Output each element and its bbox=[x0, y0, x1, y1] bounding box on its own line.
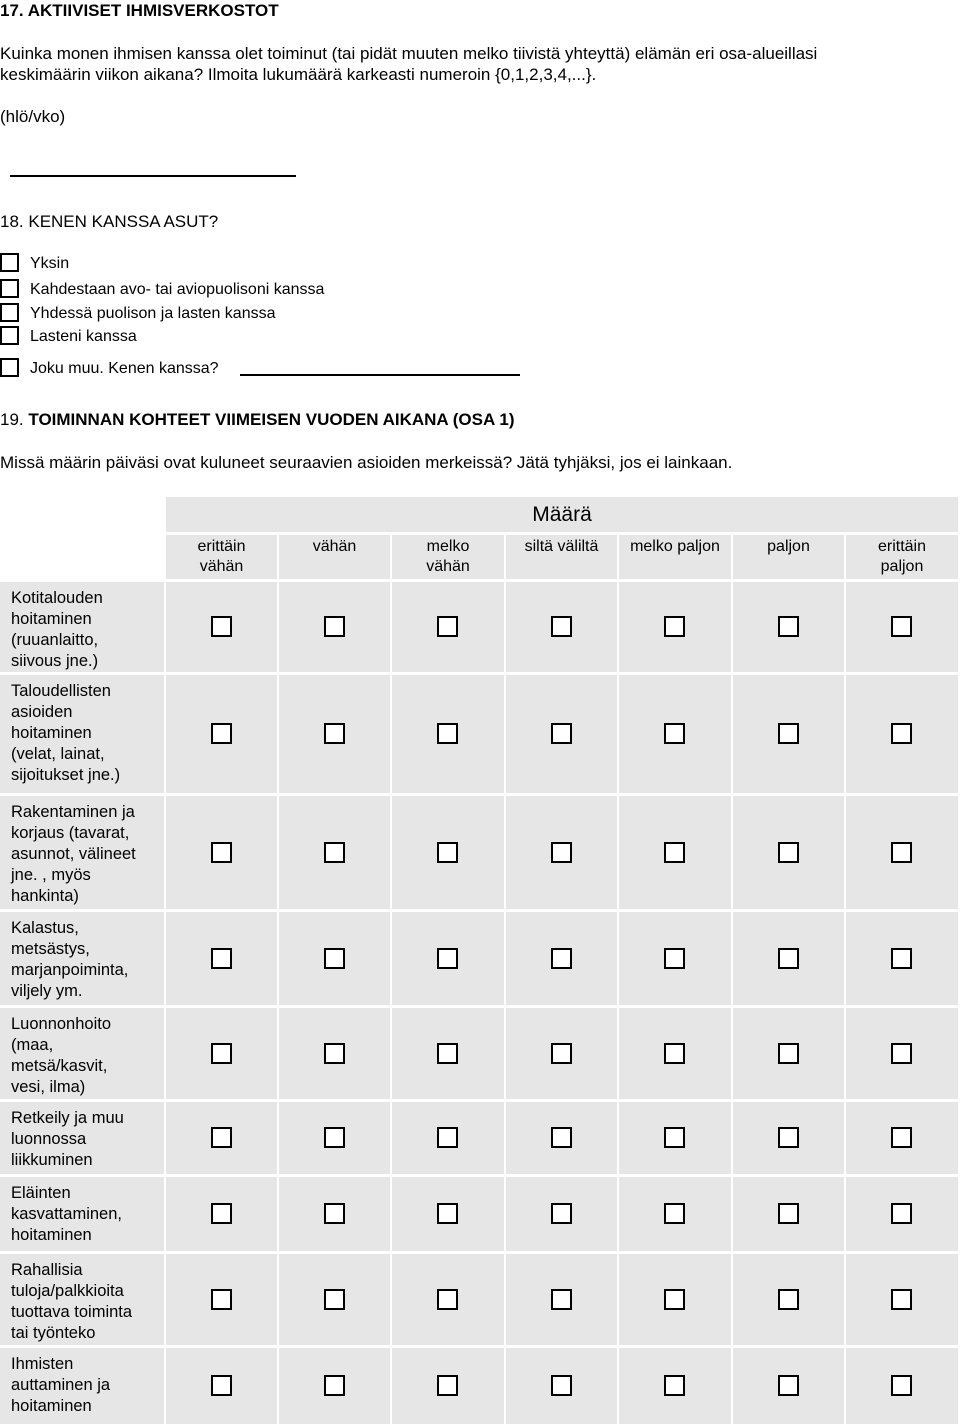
checkbox[interactable] bbox=[664, 1375, 685, 1396]
checkbox[interactable] bbox=[437, 1127, 458, 1148]
checkbox[interactable] bbox=[211, 1127, 232, 1148]
grid-cell bbox=[279, 1008, 390, 1099]
grid-cell bbox=[166, 675, 277, 793]
row-label-line: hoitaminen bbox=[11, 610, 92, 628]
q18-option-label: Yksin bbox=[30, 255, 70, 272]
checkbox[interactable] bbox=[437, 1203, 458, 1224]
grid-cell bbox=[619, 1254, 731, 1345]
column-header bbox=[279, 535, 390, 579]
row-label bbox=[0, 582, 164, 672]
column-header bbox=[619, 535, 731, 579]
checkbox[interactable] bbox=[891, 616, 912, 637]
checkbox[interactable] bbox=[324, 1203, 345, 1224]
row-label bbox=[0, 1102, 164, 1174]
row-label bbox=[0, 796, 164, 909]
checkbox[interactable] bbox=[664, 1289, 685, 1310]
column-header-line2: vähän bbox=[426, 558, 470, 575]
row-label bbox=[0, 675, 164, 793]
grid-cell bbox=[279, 1348, 390, 1424]
checkbox[interactable] bbox=[211, 1375, 232, 1396]
grid-cell bbox=[619, 912, 731, 1005]
grid-cell bbox=[846, 1348, 958, 1424]
column-header-line2: paljon bbox=[880, 558, 924, 575]
checkbox[interactable] bbox=[211, 616, 232, 637]
q18-option-label: Yhdessä puolison ja lasten kanssa bbox=[30, 305, 276, 322]
grid-cell bbox=[279, 796, 390, 909]
checkbox[interactable] bbox=[551, 948, 572, 969]
row-label-line: luonnossa bbox=[11, 1130, 87, 1148]
row-label bbox=[0, 912, 164, 1005]
column-header-line1: paljon bbox=[767, 538, 810, 555]
checkbox[interactable] bbox=[778, 1289, 799, 1310]
checkbox[interactable] bbox=[324, 1375, 345, 1396]
grid-cell bbox=[846, 1177, 958, 1251]
grid-cell bbox=[733, 912, 844, 1005]
row-label bbox=[0, 1254, 164, 1345]
row-label-line: auttaminen ja bbox=[11, 1376, 111, 1394]
grid-cell bbox=[392, 1008, 504, 1099]
grid-cell bbox=[846, 1102, 958, 1174]
checkbox[interactable] bbox=[0, 326, 19, 345]
grid-cell bbox=[619, 582, 731, 672]
checkbox[interactable] bbox=[778, 1375, 799, 1396]
q18-option-label: Lasteni kanssa bbox=[30, 328, 137, 345]
grid-cell bbox=[619, 1008, 731, 1099]
row-label-line: korjaus (tavarat, bbox=[11, 824, 130, 842]
row-label-line: Kalastus, bbox=[11, 919, 79, 937]
row-label-line: (ruuanlaitto, bbox=[11, 631, 99, 649]
row-label-line: Luonnonhoito bbox=[11, 1015, 112, 1033]
checkbox[interactable] bbox=[437, 948, 458, 969]
checkbox[interactable] bbox=[664, 616, 685, 637]
row-label-line: Eläinten bbox=[11, 1184, 71, 1202]
row-label-line: Rakentaminen ja bbox=[11, 803, 135, 821]
checkbox[interactable] bbox=[551, 1043, 572, 1064]
q19-title-text: TOIMINNAN KOHTEET VIIMEISEN VUODEN AIKANA (OSA 1) bbox=[28, 410, 515, 429]
column-header-line2: vähän bbox=[199, 558, 244, 575]
checkbox[interactable] bbox=[551, 842, 572, 863]
grid-cell bbox=[506, 1102, 617, 1174]
checkbox[interactable] bbox=[437, 616, 458, 637]
q17-title: 17. AKTIIVISET IHMISVERKOSTOT bbox=[0, 1, 279, 20]
checkbox[interactable] bbox=[211, 1289, 232, 1310]
grid-cell bbox=[619, 1348, 731, 1424]
grid-cell bbox=[619, 1102, 731, 1174]
checkbox[interactable] bbox=[437, 1289, 458, 1310]
q17-unit: (hlö/vko) bbox=[0, 107, 66, 126]
grid-cell bbox=[506, 1008, 617, 1099]
row-label-line: tuloja/palkkioita bbox=[11, 1282, 124, 1300]
grid-cell bbox=[392, 1177, 504, 1251]
checkbox[interactable] bbox=[551, 1203, 572, 1224]
checkbox[interactable] bbox=[664, 1127, 685, 1148]
q19-title-number: 19. bbox=[0, 410, 24, 429]
column-header bbox=[392, 535, 504, 579]
checkbox[interactable] bbox=[437, 1043, 458, 1064]
grid-cell bbox=[846, 675, 958, 793]
grid-cell bbox=[846, 1008, 958, 1099]
checkbox[interactable] bbox=[778, 842, 799, 863]
column-header-line1: vähän bbox=[312, 538, 357, 555]
row-label bbox=[0, 1177, 164, 1251]
checkbox[interactable] bbox=[211, 948, 232, 969]
row-label-line: Taloudellisten bbox=[11, 682, 111, 700]
checkbox[interactable] bbox=[0, 279, 19, 298]
row-label-line: sijoitukset jne.) bbox=[11, 766, 121, 784]
scale-title: Määrä bbox=[532, 503, 592, 526]
row-label-line: jne. , myös bbox=[11, 866, 91, 884]
grid-cell bbox=[733, 1102, 844, 1174]
q18-other-field[interactable] bbox=[240, 354, 520, 376]
checkbox[interactable] bbox=[664, 1043, 685, 1064]
row-label-line: Rahallisia bbox=[11, 1261, 83, 1279]
grid-cell bbox=[733, 1348, 844, 1424]
q18-option-label: Joku muu. Kenen kanssa? bbox=[30, 360, 219, 377]
checkbox[interactable] bbox=[891, 1203, 912, 1224]
grid-cell bbox=[166, 1177, 277, 1251]
grid-cell bbox=[279, 1254, 390, 1345]
column-header-line1: melko paljon bbox=[630, 538, 720, 555]
row-label-line: liikkuminen bbox=[11, 1151, 93, 1169]
checkbox[interactable] bbox=[778, 1043, 799, 1064]
q17-text-line2: keskimäärin viikon aikana? Ilmoita lukumäärä karkeasti numeroin {0,1,2,3,4,...}. bbox=[0, 65, 597, 84]
row-label-line: metsä/kasvit, bbox=[11, 1057, 108, 1075]
grid-cell bbox=[392, 1254, 504, 1345]
checkbox[interactable] bbox=[211, 723, 232, 744]
grid-cell bbox=[506, 675, 617, 793]
row-label-line: hoitaminen bbox=[11, 1397, 92, 1415]
grid-cell bbox=[733, 582, 844, 672]
checkbox[interactable] bbox=[0, 253, 19, 272]
grid-cell bbox=[166, 1008, 277, 1099]
q19-title bbox=[0, 409, 514, 430]
checkbox[interactable] bbox=[437, 1375, 458, 1396]
grid-cell bbox=[506, 1177, 617, 1251]
q18-title: 18. KENEN KANSSA ASUT? bbox=[0, 212, 219, 231]
row-label-line: kasvattaminen, bbox=[11, 1205, 122, 1223]
checkbox[interactable] bbox=[891, 723, 912, 744]
checkbox[interactable] bbox=[551, 1375, 572, 1396]
column-header bbox=[166, 535, 277, 579]
checkbox[interactable] bbox=[664, 842, 685, 863]
checkbox[interactable] bbox=[324, 1043, 345, 1064]
grid-cell bbox=[506, 1254, 617, 1345]
grid-cell bbox=[733, 1254, 844, 1345]
row-label-line: Ihmisten bbox=[11, 1355, 74, 1373]
row-label-line: viljely ym. bbox=[11, 982, 83, 1000]
grid-cell bbox=[733, 675, 844, 793]
grid-cell bbox=[846, 1254, 958, 1345]
q19-instruction: Missä määrin päiväsi ovat kuluneet seuraavien asioiden merkeissä? Jätä tyhjäksi, jos ei lainkaan. bbox=[0, 453, 733, 472]
column-header-line1: erittäin bbox=[877, 538, 927, 555]
grid-cell bbox=[846, 582, 958, 672]
checkbox[interactable] bbox=[551, 616, 572, 637]
checkbox[interactable] bbox=[211, 1203, 232, 1224]
row-label-line: marjanpoiminta, bbox=[11, 961, 129, 979]
grid-cell bbox=[619, 796, 731, 909]
grid-cell bbox=[166, 796, 277, 909]
row-label-line: Retkeily ja muu bbox=[11, 1109, 124, 1127]
q18-options bbox=[0, 252, 600, 382]
checkbox[interactable] bbox=[324, 842, 345, 863]
row-label-line: vesi, ilma) bbox=[11, 1078, 86, 1096]
column-header-line1: melko bbox=[426, 538, 470, 555]
row-label-line: (maa, bbox=[11, 1036, 54, 1054]
row-label-line: hankinta) bbox=[11, 887, 79, 905]
q18-option-label: Kahdestaan avo- tai aviopuolisoni kanssa bbox=[30, 281, 325, 298]
grid-cell bbox=[619, 675, 731, 793]
grid-cell bbox=[392, 582, 504, 672]
checkbox[interactable] bbox=[664, 723, 685, 744]
grid-cell bbox=[846, 912, 958, 1005]
checkbox[interactable] bbox=[211, 1043, 232, 1064]
grid-cell bbox=[166, 582, 277, 672]
grid-cell bbox=[279, 912, 390, 1005]
checkbox[interactable] bbox=[891, 1043, 912, 1064]
checkbox[interactable] bbox=[324, 616, 345, 637]
row-label bbox=[0, 1008, 164, 1099]
grid-cell bbox=[392, 796, 504, 909]
grid-cell bbox=[166, 1102, 277, 1174]
checkbox[interactable] bbox=[437, 723, 458, 744]
grid-cell bbox=[506, 1348, 617, 1424]
column-header-line1: siltä väliltä bbox=[524, 538, 599, 555]
grid-cell bbox=[392, 1348, 504, 1424]
grid-cell bbox=[166, 1254, 277, 1345]
column-header-line1: erittäin bbox=[197, 538, 246, 555]
checkbox[interactable] bbox=[0, 358, 19, 377]
checkbox[interactable] bbox=[664, 948, 685, 969]
checkbox[interactable] bbox=[778, 723, 799, 744]
grid-cell bbox=[619, 1177, 731, 1251]
grid-cell bbox=[392, 675, 504, 793]
row-label-line: Kotitalouden bbox=[11, 589, 103, 607]
row-label-line: asunnot, välineet bbox=[11, 845, 136, 863]
grid-cell bbox=[166, 1348, 277, 1424]
checkbox[interactable] bbox=[778, 948, 799, 969]
checkbox[interactable] bbox=[778, 1127, 799, 1148]
checkbox[interactable] bbox=[324, 1289, 345, 1310]
grid-cell bbox=[506, 796, 617, 909]
checkbox[interactable] bbox=[778, 616, 799, 637]
grid-cell bbox=[392, 912, 504, 1005]
checkbox[interactable] bbox=[778, 1203, 799, 1224]
grid-cell bbox=[279, 1177, 390, 1251]
column-header bbox=[506, 535, 617, 579]
row-label bbox=[0, 1348, 164, 1424]
checkbox[interactable] bbox=[664, 1203, 685, 1224]
row-label-line: asioiden bbox=[11, 703, 73, 721]
grid-cell bbox=[279, 1102, 390, 1174]
checkbox[interactable] bbox=[324, 723, 345, 744]
checkbox[interactable] bbox=[551, 723, 572, 744]
grid-cell bbox=[733, 1177, 844, 1251]
column-header bbox=[846, 535, 958, 579]
row-label-line: hoitaminen bbox=[11, 724, 92, 742]
checkbox[interactable] bbox=[891, 1289, 912, 1310]
checkbox[interactable] bbox=[891, 842, 912, 863]
grid-cell bbox=[279, 675, 390, 793]
grid-cell bbox=[506, 912, 617, 1005]
checkbox[interactable] bbox=[324, 948, 345, 969]
grid-cell bbox=[279, 582, 390, 672]
row-label-line: siivous jne.) bbox=[11, 652, 99, 670]
row-label-line: metsästys, bbox=[11, 940, 90, 958]
checkbox[interactable] bbox=[891, 1127, 912, 1148]
checkbox[interactable] bbox=[437, 842, 458, 863]
q17-text-line1: Kuinka monen ihmisen kanssa olet toiminut (tai pidät muuten melko tiivistä yhteyttä) elämän eri osa-alueillasi bbox=[0, 44, 818, 63]
grid-cell bbox=[733, 1008, 844, 1099]
checkbox[interactable] bbox=[211, 842, 232, 863]
row-label-line: tuottava toiminta bbox=[11, 1303, 133, 1321]
row-label-line: hoitaminen bbox=[11, 1226, 92, 1244]
checkbox[interactable] bbox=[324, 1127, 345, 1148]
checkbox[interactable] bbox=[551, 1127, 572, 1148]
grid-cell bbox=[506, 582, 617, 672]
checkbox[interactable] bbox=[551, 1289, 572, 1310]
checkbox[interactable] bbox=[0, 303, 19, 322]
grid-cell bbox=[166, 912, 277, 1005]
grid-cell bbox=[392, 1102, 504, 1174]
grid-cell bbox=[846, 796, 958, 909]
q17-answer-field[interactable] bbox=[10, 155, 296, 177]
column-header bbox=[733, 535, 844, 579]
grid-cell bbox=[733, 796, 844, 909]
row-label-line: (velat, lainat, bbox=[11, 745, 105, 763]
checkbox[interactable] bbox=[891, 1375, 912, 1396]
row-label-line: tai työnteko bbox=[11, 1324, 96, 1342]
checkbox[interactable] bbox=[891, 948, 912, 969]
